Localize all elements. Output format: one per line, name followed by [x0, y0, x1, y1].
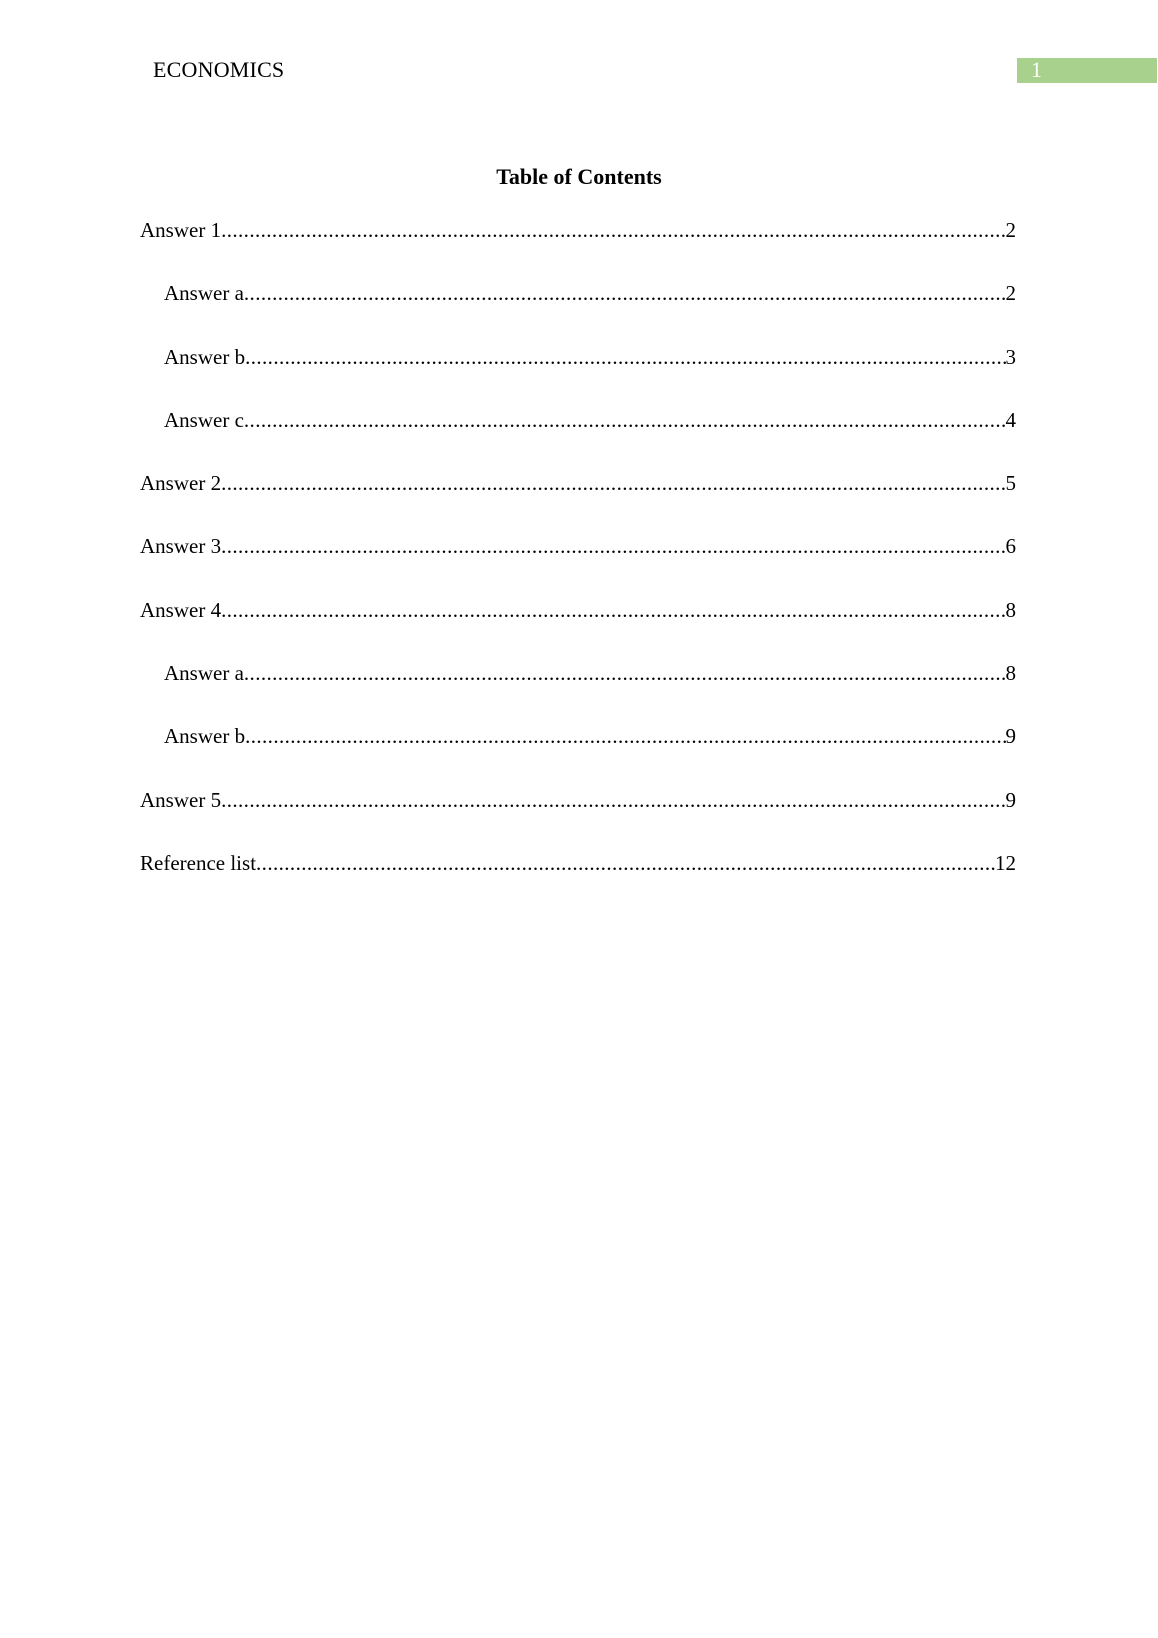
toc-dot-leader — [221, 532, 1005, 560]
toc-entry-label: Answer 4 — [140, 597, 222, 622]
toc-dot-leader — [221, 469, 1005, 497]
toc-entry-reference-list[interactable] — [140, 849, 1016, 912]
toc-entry-label: Reference list — [140, 850, 257, 875]
toc-dot-leader — [244, 406, 1006, 434]
toc-dot-leader — [256, 849, 995, 877]
toc-entry-answer-5[interactable] — [140, 786, 1016, 849]
toc-entry-page: 8 — [1005, 661, 1016, 686]
toc-entry-page: 3 — [1005, 344, 1016, 369]
toc-entry-page: 5 — [1005, 471, 1016, 496]
toc-entry-page: 8 — [1005, 597, 1016, 622]
toc-entry-page: 2 — [1005, 218, 1016, 242]
toc-entry-label: Answer 1 — [140, 218, 222, 242]
page-number-badge — [1017, 58, 1157, 83]
toc-heading: Table of Contents — [496, 164, 662, 189]
toc-entry-label: Answer a — [164, 661, 244, 686]
running-header-title: ECONOMICS — [153, 57, 285, 82]
toc-entry-answer-4[interactable] — [140, 596, 1016, 659]
toc-entry-label: Answer b — [164, 344, 246, 369]
toc-entry-answer-1c[interactable] — [140, 406, 1016, 469]
toc-entry-page: 2 — [1005, 281, 1016, 306]
table-of-contents — [140, 216, 1016, 912]
toc-entry-page: 9 — [1005, 787, 1016, 812]
toc-dot-leader — [244, 659, 1006, 687]
toc-entry-label: Answer 2 — [140, 471, 222, 496]
toc-entry-answer-4a[interactable] — [140, 659, 1016, 722]
toc-dot-leader — [221, 596, 1005, 624]
toc-entry-answer-2[interactable] — [140, 469, 1016, 532]
toc-entry-label: Answer a — [164, 281, 244, 306]
toc-dot-leader — [245, 722, 1005, 750]
toc-dot-leader — [221, 786, 1005, 814]
toc-entry-answer-1b[interactable] — [140, 343, 1016, 406]
toc-entry-page: 9 — [1005, 724, 1016, 749]
page-number: 1 — [1031, 57, 1042, 82]
toc-dot-leader — [244, 279, 1006, 307]
toc-entry-answer-3[interactable] — [140, 532, 1016, 595]
toc-entry-page: 6 — [1005, 534, 1016, 559]
toc-entry-answer-1[interactable] — [140, 216, 1016, 279]
toc-entry-label: Answer 3 — [140, 534, 222, 559]
toc-entry-label: Answer c — [164, 407, 244, 432]
toc-entry-label: Answer b — [164, 724, 246, 749]
toc-entry-page: 4 — [1005, 407, 1016, 432]
toc-entry-answer-4b[interactable] — [140, 722, 1016, 785]
toc-dot-leader — [221, 216, 1005, 244]
toc-dot-leader — [245, 343, 1005, 371]
toc-entry-answer-1a[interactable] — [140, 279, 1016, 342]
toc-entry-label: Answer 5 — [140, 787, 222, 812]
toc-entry-page: 12 — [995, 850, 1016, 875]
